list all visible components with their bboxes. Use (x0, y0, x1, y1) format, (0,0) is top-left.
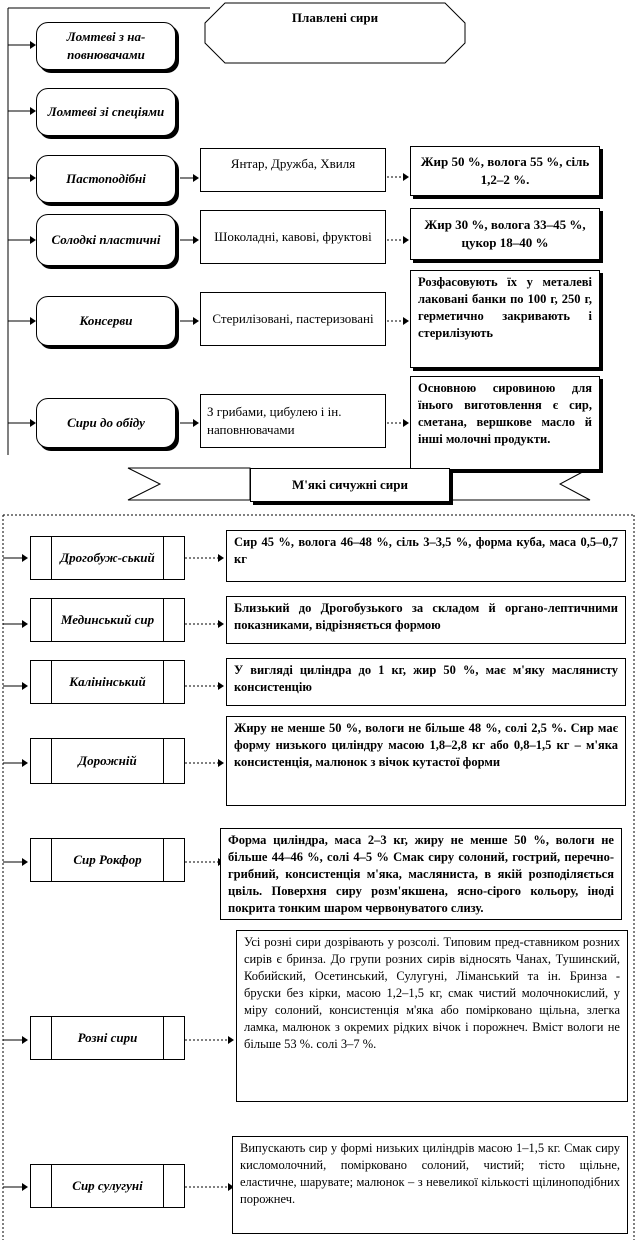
item-brine-cheese (30, 1016, 185, 1060)
category-label: Ломтеві з на-повнювачами (66, 29, 146, 62)
section-title-label: М'які сичужні сири (292, 477, 408, 492)
types-lunch-cheese (200, 394, 386, 448)
category-lunch-cheese (36, 398, 176, 448)
item-label: Сир сулугуні (72, 1178, 143, 1193)
category-label: Консерви (79, 313, 133, 328)
description-suluguni (232, 1136, 628, 1234)
item-suluguni (30, 1164, 185, 1208)
types-label: Шоколадні, кавові, фруктові (214, 229, 372, 244)
types-label: Стерилізовані, пастеризовані (212, 311, 374, 326)
description-kalinin (226, 658, 626, 706)
item-medyn (30, 598, 185, 642)
description-brine-cheese (236, 930, 628, 1102)
description-lunch-cheese (410, 376, 600, 470)
processed-cheese-title: Плавлені сири (291, 10, 379, 25)
description-text: У вигляді циліндра до 1 кг, жир 50 %, має м'яку маслянисту консистенцію (234, 663, 618, 694)
soft-title-shape-right (450, 468, 590, 500)
description-text: Усі розні сири дозрівають у розсолі. Типовим пред-ставником розних сирів є бринза. До групи розних сирів відносять Чанах, Тушинский, Кобийский, Осетинський, Сулугуні, Ліманський та ін. Бринза - бруски без кірки, масою 1,2–1,5 кг, смак чистий молочнокислий, у міру солоний, консистенція м'яка або помірковано щільна, злегка ламка, малюнок з окремих рідких вічок і порожнеч. Вміст вологи не більше 53 %. солі 3–7 %. (244, 935, 620, 1051)
description-sweet-plastic (410, 208, 600, 260)
item-label: Розні сири (77, 1030, 138, 1045)
category-sweet-plastic (36, 214, 176, 266)
category-sliced-with-fillers (36, 22, 176, 70)
description-text: Жиру не менше 50 %, вологи не більше 48 %, солі 2,5 %. Сир має форму низького циліндру масою 1,8–2,8 кг або 0,8–1,5 кг – м'яка консистенція, малюнок з вічок кутастої форми (234, 721, 618, 769)
item-label: Дрогобуж-ський (60, 550, 155, 565)
soft-rennet-cheese-title (250, 468, 450, 502)
description-roquefort (220, 828, 622, 920)
description-text: Сир 45 %, волога 46–48 %, сіль 3–3,5 %, форма куба, маса 0,5–0,7 кг (234, 535, 618, 566)
description-canned (410, 270, 600, 368)
category-label: Солодкі пластичні (51, 232, 161, 247)
types-label: З грибами, цибулею і ін. наповнювачами (207, 404, 342, 437)
item-label: Калінінський (69, 674, 146, 689)
types-canned (200, 292, 386, 346)
description-text: Близький до Дрогобузького за складом й органо-лептичними показниками, відрізняється формою (234, 601, 618, 632)
category-label: Ломтеві зі спеціями (47, 104, 165, 119)
description-paste (410, 146, 600, 196)
description-medyn (226, 596, 626, 644)
soft-title-shape (128, 468, 250, 500)
description-drohobych (226, 530, 626, 582)
category-label: Пастоподібні (66, 171, 146, 186)
description-text: Жир 50 %, волога 55 %, сіль 1,2–2 %. (420, 154, 590, 187)
item-label: Мединський сир (60, 612, 155, 627)
category-paste (36, 155, 176, 203)
item-dorozhnii (30, 738, 185, 784)
description-text: Основною сировиною для їнього виготовлення є сир, сметана, вершкове масло й інші молочні продукти. (418, 381, 592, 446)
item-drohobych (30, 536, 185, 580)
types-paste (200, 148, 386, 192)
item-roquefort (30, 838, 185, 882)
description-dorozhnii (226, 716, 626, 806)
category-canned (36, 296, 176, 346)
types-sweet-plastic (200, 210, 386, 264)
description-text: Жир 30 %, волога 33–45 %, цукор 18–40 % (424, 217, 586, 250)
description-text: Випускають сир у формі низьких циліндрів масою 1–1,5 кг. Смак сиру кисломолочний, помірковано солоний, чистий; тісто щільне, еластичне, шарувате; малюнок – з невеликої кількості щілиноподібних порожнеч. (240, 1141, 620, 1206)
item-label: Сир Рокфор (73, 852, 142, 867)
description-text: Форма циліндра, маса 2–3 кг, жиру не менше 50 %, вологи не більше 44–46 %, солі 4–5 % Смак сиру солоний, гострий, перечно-грибний, консистенція м'яка, масляниста, в якій розподіляється цвіль. Поверхня сиру розм'якшена, ясно-сірого кольору, іноді покрита тонким шаром червонуватого слизу. (228, 833, 614, 915)
category-sliced-with-spices (36, 88, 176, 136)
description-text: Розфасовують їх у металеві лаковані банки по 100 г, 250 г, герметично закривають і стерилізують (418, 275, 592, 340)
item-label: Дорожній (78, 753, 137, 768)
item-kalinin (30, 660, 185, 704)
category-label: Сири до обіду (67, 415, 145, 430)
types-label: Янтар, Дружба, Хвиля (230, 156, 356, 171)
